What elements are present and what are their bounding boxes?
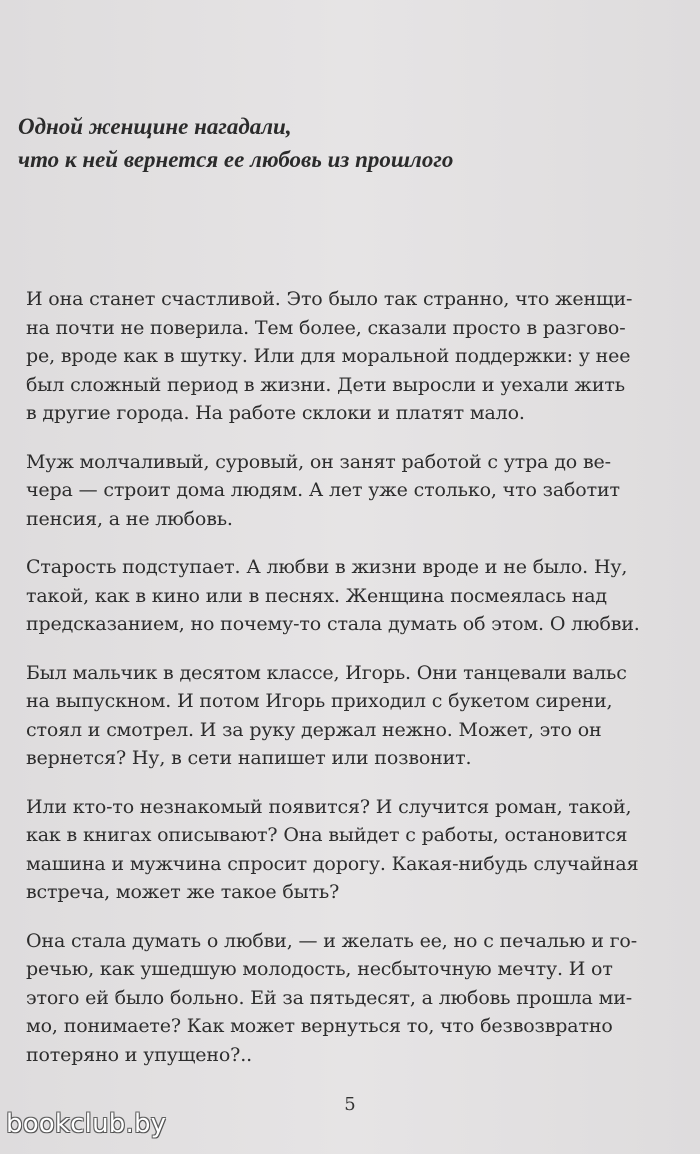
text-line: речью, как ушедшую молодость, несбыточную мечту. И от (26, 958, 613, 980)
page-number: 5 (344, 1094, 356, 1115)
text-line: был сложный период в жизни. Дети выросли и уехали жить (26, 373, 625, 396)
text-line: мо, понимаете? Как может вернуться то, что безвозвратно (26, 1015, 613, 1037)
text-line: чера — строит дома людям. А лет уже столько, что заботит (26, 479, 620, 501)
paragraph-5 (26, 793, 666, 907)
text-line: встреча, может же такое быть? (26, 881, 340, 903)
text-line: пенсия, а не любовь. (26, 507, 233, 530)
text-line: этого ей было больно. Ей за пятьдесят, а любовь прошла ми- (26, 986, 632, 1009)
text-line: Она стала думать о любви, — и желать ее, но с печалью и го- (26, 929, 637, 952)
chapter-heading (18, 110, 678, 176)
paragraph-4 (26, 659, 666, 773)
text-line: как в книгах описывают? Она выйдет с работы, остановится (26, 824, 628, 846)
paragraph-2 (26, 448, 666, 534)
body-text (26, 285, 666, 1089)
text-line: на выпускном. И потом Игорь приходил с букетом сирени, (26, 690, 613, 712)
site-watermark: bookclub.by (6, 1109, 167, 1139)
text-line: такой, как в кино или в песнях. Женщина посмеялась над (26, 584, 607, 607)
text-line: Муж молчаливый, суровый, он занят работой с утра до ве- (26, 450, 611, 473)
text-line: машина и мужчина спросит дорогу. Какая-нибудь случайная (26, 852, 639, 875)
text-line: стоял и смотрел. И за руку держал нежно. Может, это он (26, 718, 602, 741)
paragraph-6 (26, 927, 666, 1070)
text-line: ре, вроде как в шутку. Или для моральной поддержки: у нее (26, 345, 631, 367)
text-line: потеряно и упущено?.. (26, 1043, 253, 1066)
text-line: И она станет счастливой. Это было так странно, что женщи- (26, 288, 633, 310)
text-line: Старость подступает. А любви в жизни вроде и не было. Ну, (26, 556, 628, 578)
paragraph-1 (26, 285, 666, 428)
text-line: в другие города. На работе склоки и платят мало. (26, 402, 525, 424)
chapter-heading-line-1: Одной женщине нагадали, (18, 114, 292, 139)
text-line: на почти не поверила. Тем более, сказали просто в разгово- (26, 316, 626, 339)
chapter-heading-line-2: что к ней вернется ее любовь из прошлого (18, 147, 454, 172)
text-line: Или кто-то незнакомый появится? И случится роман, такой, (26, 795, 632, 818)
paragraph-3 (26, 553, 666, 639)
text-line: вернется? Ну, в сети напишет или позвонит. (26, 747, 472, 769)
text-line: предсказанием, но почему-то стала думать об этом. О любви. (26, 613, 640, 635)
text-line: Был мальчик в десятом классе, Игорь. Они танцевали вальс (26, 661, 627, 684)
